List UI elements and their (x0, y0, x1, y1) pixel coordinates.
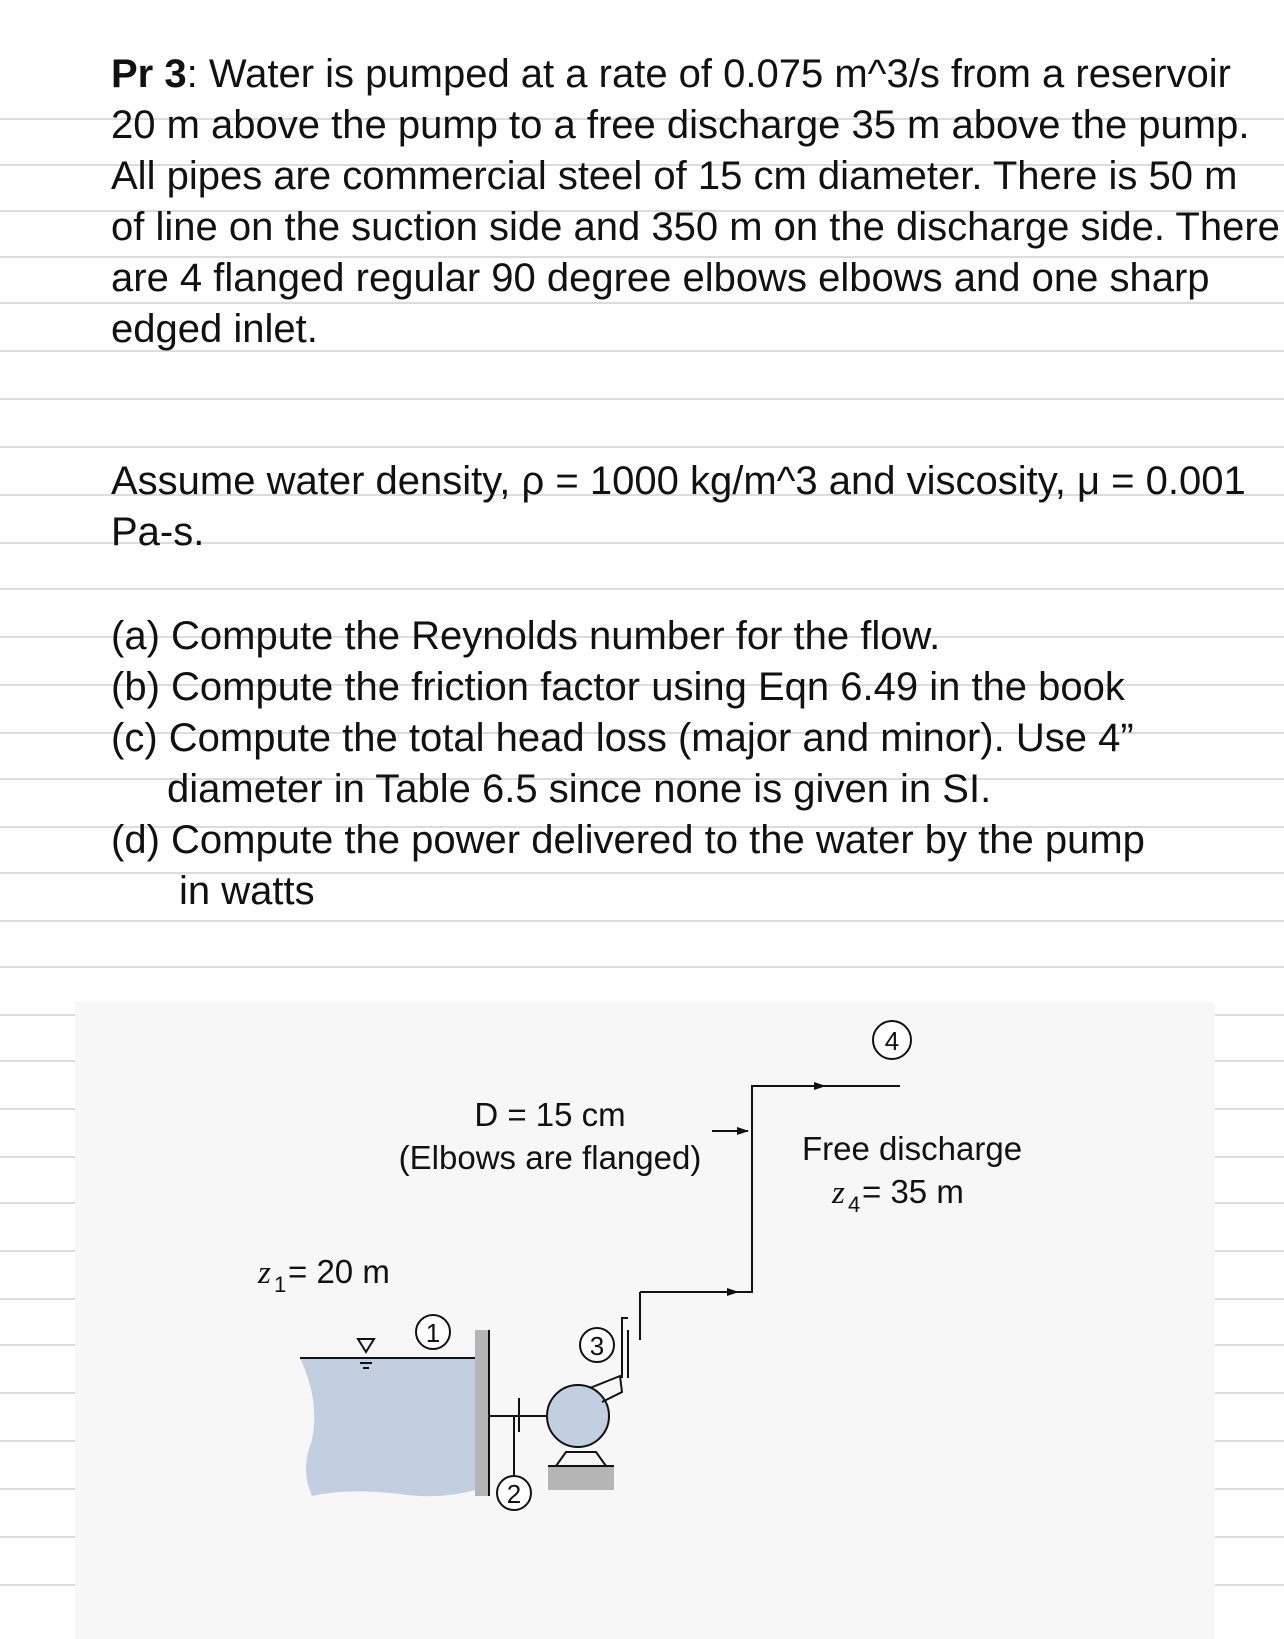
z4-subscript: 4 (848, 1192, 861, 1217)
z1-subscript: 1 (274, 1272, 287, 1297)
point-2-marker (497, 1416, 531, 1510)
part-a: (a) Compute the Reynolds number for the flow. (111, 614, 941, 658)
point-1-marker (416, 1315, 450, 1349)
point-4-label: 4 (884, 1026, 900, 1056)
part-c-line1: (c) Compute the total head loss (major and minor). Use 4” (111, 716, 1134, 760)
z1-variable: z (258, 1255, 271, 1291)
problem-statement-text: : Water is pumped at a rate of 0.075 m^3/s from a reservoir 20 m above the pump to a free discharge 35 m above the pump. All pipes are commercial steel of 15 cm diameter. There is 50 m of line on the suction side and 350 m on the discharge side. There are 4 flanged regular 90 degree elbows elbows and one sharp edged inlet. (111, 52, 1280, 351)
assumption-text: Assume water density, ρ = 1000 kg/m^3 and viscosity, μ = 0.001 Pa-s. (111, 459, 1246, 554)
discharge-pipe-vertical (738, 1086, 825, 1292)
problem-label: Pr 3 (111, 52, 187, 96)
part-d-line1: (d) Compute the power delivered to the water by the pump (111, 818, 1145, 862)
reservoir-water (300, 1358, 475, 1496)
pump (547, 1385, 609, 1447)
point-4-marker (873, 1021, 911, 1059)
z4-label (831, 1173, 964, 1217)
pump-support (556, 1452, 606, 1466)
reservoir-wall (475, 1330, 489, 1496)
pump-base (548, 1466, 614, 1490)
part-d-line2: in watts (179, 869, 315, 913)
point-3-marker (580, 1328, 614, 1362)
z4-variable: z (832, 1175, 845, 1211)
point-2-label: 2 (506, 1479, 522, 1509)
z4-value: = 35 m (862, 1173, 964, 1210)
z1-value: = 20 m (288, 1253, 390, 1290)
diameter-label: D = 15 cm (474, 1096, 626, 1133)
part-c-line2: diameter in Table 6.5 since none is given in SI. (167, 767, 992, 811)
part-b: (b) Compute the friction factor using Eqn 6.49 in the book (111, 665, 1125, 709)
point-1-label: 1 (425, 1318, 441, 1348)
z1-label (257, 1253, 390, 1297)
point-3-label: 3 (589, 1331, 605, 1361)
elbows-label: (Elbows are flanged) (398, 1139, 702, 1176)
free-discharge-label: Free discharge (801, 1130, 1023, 1167)
